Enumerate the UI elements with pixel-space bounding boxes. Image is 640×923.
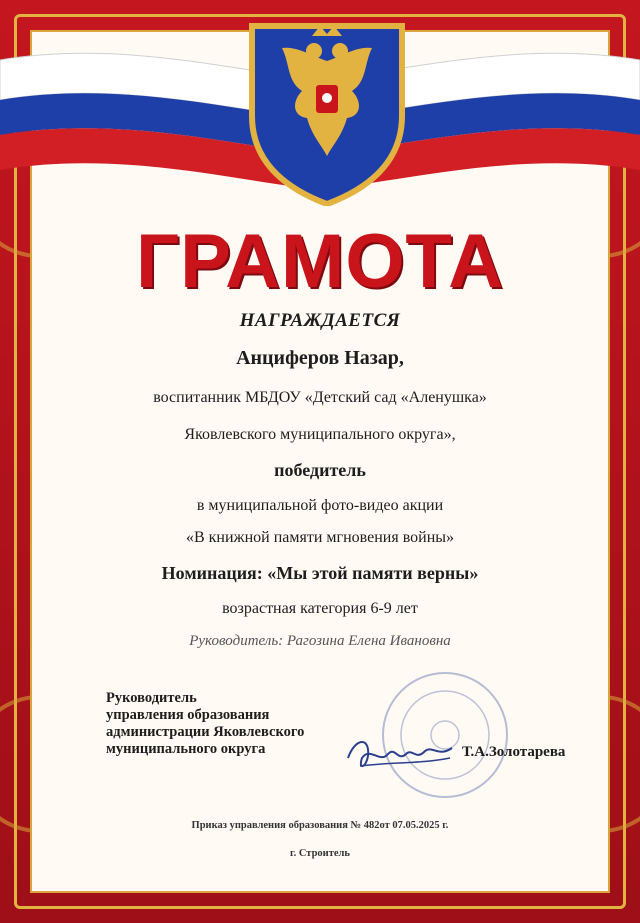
signatory-title-line: Руководитель xyxy=(106,690,197,706)
winner-status: победитель xyxy=(274,460,366,480)
age-category: возрастная категория 6-9 лет xyxy=(222,600,418,617)
signatory-name: Т.А.Золотарева xyxy=(462,744,566,760)
awarded-heading: НАГРАЖДАЕТСЯ xyxy=(239,310,401,331)
recipient-name: Анциферов Назар, xyxy=(236,347,404,369)
event-name: «В книжной памяти мгновения войны» xyxy=(185,529,455,546)
event-description: в муниципальной фото-видео акции xyxy=(196,497,444,514)
signatory-title-line: муниципального округа xyxy=(106,741,266,757)
issue-city: г. Строитель xyxy=(290,848,350,859)
signatory-title-line: управления образования xyxy=(106,707,270,723)
order-reference: Приказ управления образования № 482от 07.05.2025 г. xyxy=(191,820,449,831)
recipient-district: Яковлевского муниципального округа», xyxy=(184,426,456,443)
nomination: Номинация: «Мы этой памяти верны» xyxy=(161,563,479,583)
leader-line: Руководитель: Рагозина Елена Ивановна xyxy=(189,633,451,649)
recipient-organization: воспитанник МБДОУ «Детский сад «Аленушка» xyxy=(153,389,487,406)
coat-of-arms-emblem xyxy=(242,6,412,206)
handwritten-signature xyxy=(340,728,460,778)
signatory-title-line: администрации Яковлевского xyxy=(106,724,305,740)
signatory-title xyxy=(106,690,346,758)
certificate-title: ГРАМОТА xyxy=(136,219,504,304)
